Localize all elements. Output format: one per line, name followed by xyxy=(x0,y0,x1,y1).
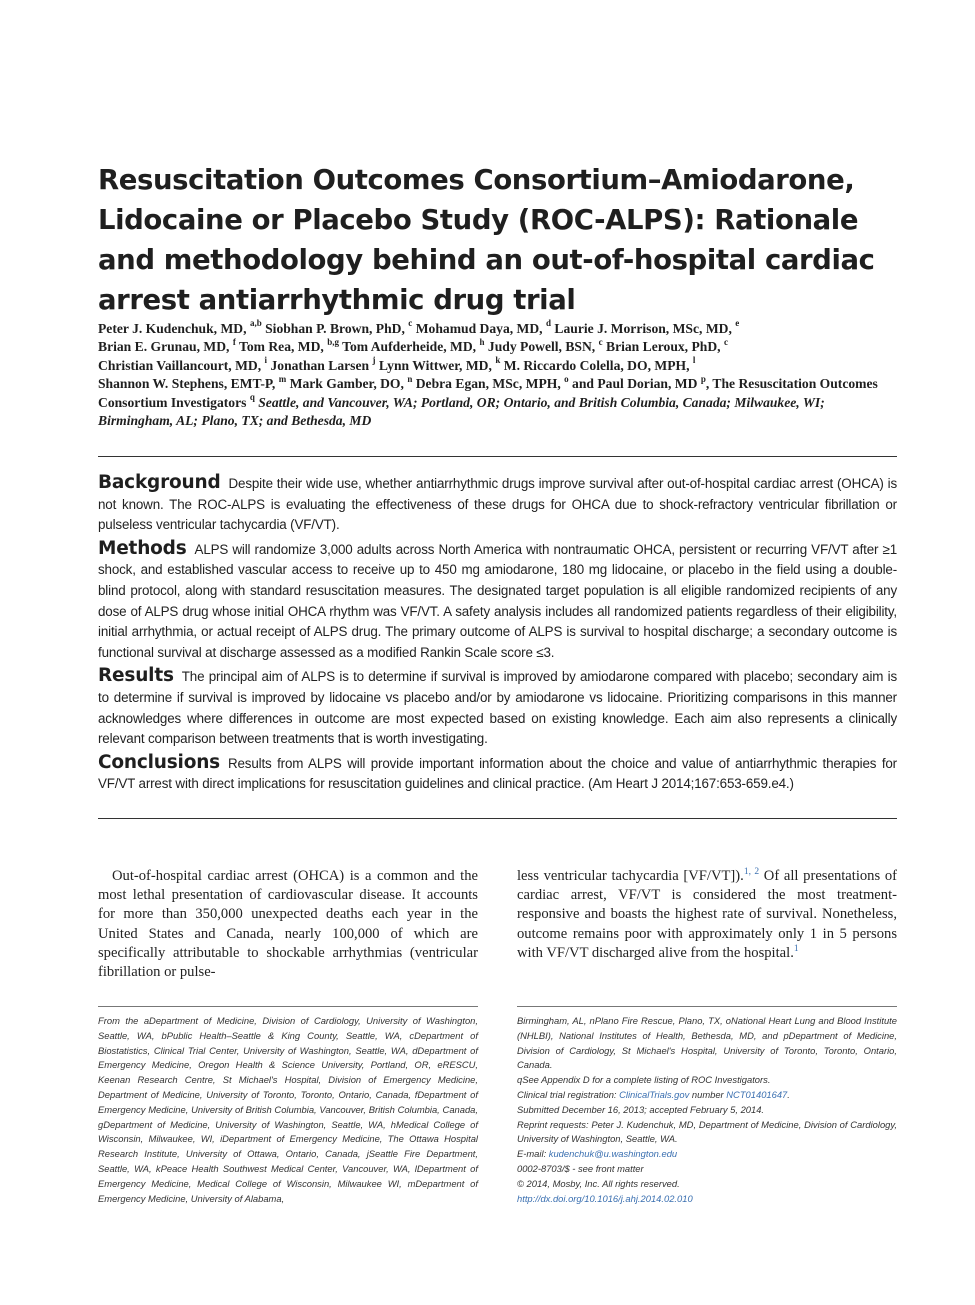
intro-paragraph: Out-of-hospital cardiac arrest (OHCA) is a common and the most lethal presentation of cardiovascular disease. It accounts for more than 350,000 unexpected deaths each year in the United States and Canada, nearly 100,000 of which are specifically attributable to shockable arrhythmias (ventricular fibrillation or pulse- xyxy=(98,868,478,981)
affiliations-continued: Birmingham, AL, nPlano Fire Rescue, Plano, TX, oNational Heart Lung and Blood Institute (NHLBI), National Institutes of Health, Bethesda, MD, and pDepartment of Medicine, Division of Cardiology, St Michael's Hospital, University of Toronto, Toronto, Ontario, Canada. xyxy=(517,1015,897,1071)
affiliation-mark: c xyxy=(408,318,413,329)
email-prefix: E-mail: xyxy=(517,1148,549,1160)
abstract-top-rule xyxy=(98,456,897,457)
affiliation-mark: p xyxy=(700,373,706,384)
affiliation-mark: q xyxy=(249,392,255,403)
affiliation-mark: b,g xyxy=(327,336,339,347)
author-name: Jonathan Larsen xyxy=(270,357,370,373)
affiliation-mark: n xyxy=(407,373,413,384)
copyright-line: © 2014, Mosby, Inc. All rights reserved. xyxy=(517,1177,680,1189)
background-heading: Background xyxy=(98,472,221,493)
author-locations: Seattle, and Vancouver, WA; Portland, OR; Ontario, and British Columbia, Canada; Milwaukee, WI; Birmingham, AL; Plano, TX; and Bethesda, MD xyxy=(98,394,825,429)
results-heading: Results xyxy=(98,665,174,687)
author-name: M. Riccardo Colella, DO, MPH, xyxy=(503,357,690,373)
body-column-right xyxy=(517,867,897,963)
affiliation-mark: a,b xyxy=(249,318,262,329)
abstract-conclusions xyxy=(98,753,897,795)
author-list xyxy=(98,320,888,430)
affiliation-mark: c xyxy=(723,336,728,347)
author-name: Mark Gamber, DO, xyxy=(289,376,404,392)
body-text: less ventricular tachycardia [VF/VT]). xyxy=(517,868,744,884)
trial-prefix: Clinical trial registration: xyxy=(517,1088,620,1100)
abstract xyxy=(98,473,897,798)
email-line xyxy=(517,1147,897,1162)
trial-id-link[interactable]: NCT01401647 xyxy=(726,1088,788,1100)
footnote-rule-right xyxy=(517,1006,897,1007)
author-name: Shannon W. Stephens, EMT-P, xyxy=(98,376,276,392)
affiliation-mark: c xyxy=(598,336,603,347)
affiliation-mark: j xyxy=(372,355,376,366)
author-name: Brian E. Grunau, MD, xyxy=(98,339,230,355)
author-name: Mohamud Daya, MD, xyxy=(415,321,543,336)
affiliation-mark: l xyxy=(692,355,696,366)
author-name: Tom Aufderheide, MD, xyxy=(342,339,477,355)
author-name: and Paul Dorian, MD xyxy=(572,376,698,392)
author-name: Debra Egan, MSc, MPH, xyxy=(415,376,561,392)
abstract-methods xyxy=(98,539,897,664)
abstract-background xyxy=(98,473,897,536)
affiliation-mark: m xyxy=(278,373,287,384)
affiliation-mark: d xyxy=(546,318,552,329)
footnote-rule-left xyxy=(98,1006,478,1007)
affiliation-mark: f xyxy=(232,336,236,347)
body-column-left xyxy=(98,867,478,982)
abstract-results xyxy=(98,666,897,749)
author-name: Lynn Wittwer, MD, xyxy=(378,357,492,373)
affiliation-mark: o xyxy=(564,373,569,384)
reference-link[interactable]: 1, 2 xyxy=(743,867,760,878)
article-title: Resuscitation Outcomes Consortium–Amiodarone, Lidocaine or Placebo Study (ROC-ALPS): Rationale and methodology behind an out-of-hospital cardiac arrest antiarrhythmic drug trial xyxy=(98,164,875,316)
author-name: Siobhan P. Brown, PhD, xyxy=(265,321,405,336)
author-name: Judy Powell, BSN, xyxy=(487,339,596,355)
trial-registration xyxy=(517,1088,897,1103)
doi-link[interactable]: http://dx.doi.org/10.1016/j.ahj.2014.02.010 xyxy=(517,1192,693,1204)
methods-heading: Methods xyxy=(98,537,187,559)
conclusions-text: Results from ALPS will provide important information about the choice and value of antiarrhythmic therapies for VF/VT arrest with direct implications for resuscitation guidelines and clinical practice. (Am Heart J 2014;167:653-659.e4.) xyxy=(98,755,897,792)
author-name: Peter J. Kudenchuk, MD, xyxy=(98,321,247,336)
methods-text: ALPS will randomize 3,000 adults across North America with nontraumatic OHCA, persistent or recurring VF/VT after ≥1 shock, and established vascular access to receive up to 450 mg amiodarone, 180 mg lidocaine, or placebo in the field using a double-blind protocol, along with standard resuscitation measures. The designated target population is all eligible randomized recipients of any dose of ALPS drug whose initial OHCA rhythm was VF/VT. A safety analysis includes all randomized patients regardless of their eligibility, initial arrhythmia, or actual receipt of ALPS drug. The primary outcome of ALPS is survival to hospital discharge; a secondary outcome is functional survival at discharge assessed as a modified Rankin Scale score ≤3. xyxy=(98,541,897,660)
affiliations-footnote xyxy=(98,1014,478,1206)
issn-line: 0002-8703/$ - see front matter xyxy=(517,1162,644,1174)
author-name: Brian Leroux, PhD, xyxy=(606,339,721,355)
conclusions-heading: Conclusions xyxy=(98,751,220,773)
results-text: The principal aim of ALPS is to determine if survival is improved by amiodarone compared with placebo; secondary aim is to determine if survival is improved by lidocaine vs placebo and/or by amiodarone vs lidocaine. Prioritizing comparisons in this manner acknowledges where differences in outcome are most expected based on existing knowledge. Each aim also represents a clinically relevant comparison between treatments that is worth investigating. xyxy=(98,669,897,747)
author-name: Tom Rea, MD, xyxy=(239,339,324,355)
reference-link[interactable]: 1 xyxy=(793,943,799,954)
background-text: Despite their wide use, whether antiarrhythmic drugs improve survival after out-of-hospital cardiac arrest (OHCA) is not known. The ROC-ALPS is evaluating the effectiveness of these drugs for OHCA due to shock-refractory ventricular fibrillation or pulseless ventricular tachycardia (VF/VT). xyxy=(98,476,897,533)
affiliation-mark: i xyxy=(264,355,268,366)
affiliation-mark: e xyxy=(735,318,740,329)
author-name: Laurie J. Morrison, MSc, MD, xyxy=(554,321,732,336)
trial-site-link[interactable]: ClinicalTrials.gov xyxy=(619,1088,690,1100)
trial-mid: number xyxy=(689,1088,727,1100)
affiliations-text: From the aDepartment of Medicine, Division of Cardiology, University of Washington, Seattle, WA, bPublic Health–Seattle & King County, Seattle, WA, cDepartment of Biostatistics, Clinical Trial Center, University of Washington, Seattle, WA, dDepartment of Emergency Medicine, Oregon Health & Science University, Portland, OR, eRESCU, Keenan Research Centre, St Michael's Hospital, Division of Emergency Medicine, Department of Medicine, University of Toronto, Toronto, Ontario, Canada, fDepartment of Emergency Medicine, University of British Columbia, Vancouver, British Columbia, Canada, gDepartment of Medicine, University of Washington, Seattle, WA, hMedical College of Wisconsin, Milwaukee, WI, iDepartment of Emergency Medicine, The Ottawa Hospital Research Institute, University of Ottawa, Ontario, Canada, jSeattle Fire Department, Seattle, WA, kPeace Health Southwest Medical Center, Vancouver, WA, lDepartment of Emergency Medicine, Medical College of Wisconsin, Milwaukee WI, mDepartment of Emergency Medicine, University of Alabama, xyxy=(98,1015,478,1204)
affiliation-mark: k xyxy=(495,355,501,366)
intro-paragraph-continued xyxy=(517,867,897,963)
affiliation-mark: h xyxy=(479,336,485,347)
submission-dates: Submitted December 16, 2013; accepted February 5, 2014. xyxy=(517,1103,765,1115)
email-link[interactable]: kudenchuk@u.washington.edu xyxy=(548,1148,678,1160)
author-name: Christian Vaillancourt, MD, xyxy=(98,357,262,373)
author-name: , The Resuscitation Outcomes Consortium Investigators xyxy=(98,376,878,410)
trial-end: . xyxy=(787,1088,790,1100)
body-text: Of all presentations of cardiac arrest, VF/VT is considered the most treatment-responsive and boasts the highest rate of survival. Nonetheless, outcome remains poor with approximately only 1 in 5 persons with VF/VT discharged alive from the hospital. xyxy=(517,868,898,961)
reprint-requests: Reprint requests: Peter J. Kudenchuk, MD, Department of Medicine, Division of Cardiology, University of Washington, Seattle, WA. xyxy=(517,1118,897,1145)
appendix-note: qSee Appendix D for a complete listing of ROC Investigators. xyxy=(517,1074,771,1086)
footnotes-right xyxy=(517,1014,897,1206)
abstract-bottom-rule xyxy=(98,818,897,819)
